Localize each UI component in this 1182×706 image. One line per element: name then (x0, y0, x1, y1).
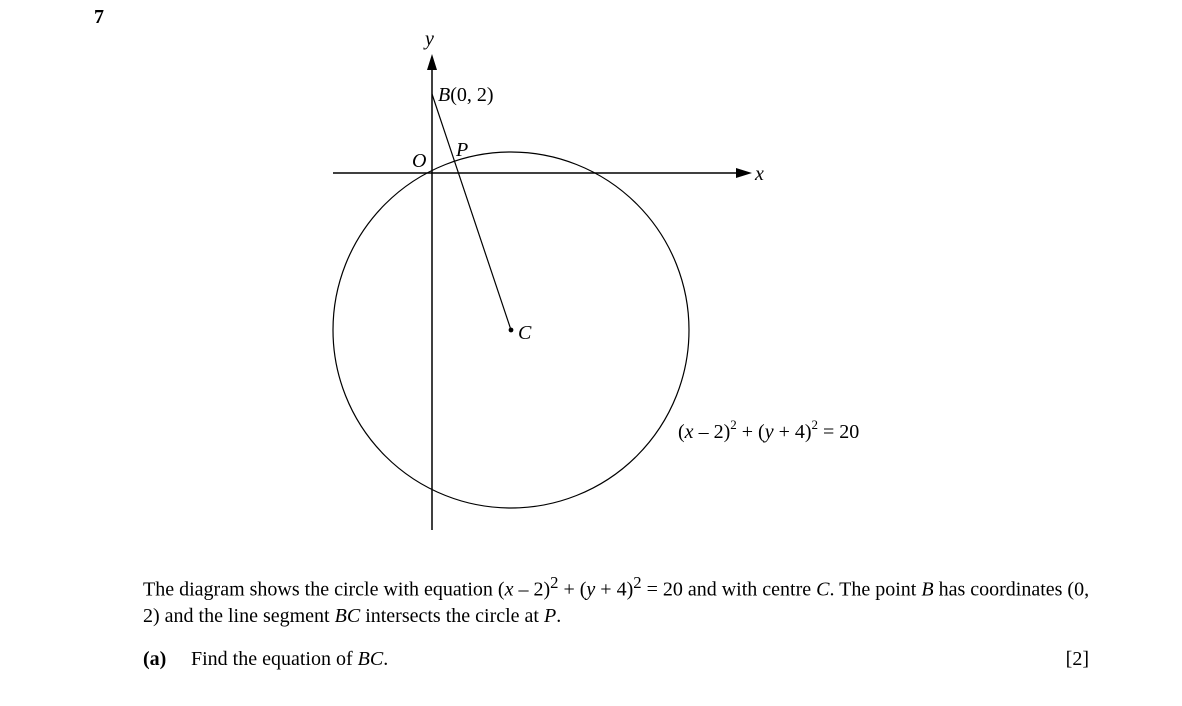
centre-point (509, 328, 514, 333)
origin-label: O (412, 150, 427, 172)
question-number: 7 (94, 6, 104, 28)
point-b-label: B(0, 2) (438, 84, 494, 106)
y-axis-arrow-icon (427, 54, 437, 70)
part-a-marks: [2] (1065, 648, 1089, 670)
segment-bc (432, 94, 511, 330)
point-p-label: P (456, 139, 469, 161)
x-axis-label: x (755, 163, 764, 185)
circle-equation-label: $(x - 2)^2 + (y + 4)^2 = 20$ (678, 417, 860, 443)
point-c-label: C (518, 322, 532, 344)
y-axis-label: y (425, 28, 434, 50)
part-a-text: Find the equation of BC. (191, 648, 389, 670)
x-axis-arrow-icon (736, 168, 752, 178)
part-a (143, 648, 1089, 671)
question-text: The diagram shows the circle with equation $(x - 2)^2 + (y + 4)^2 = 20$ and with centre C. The point B has coordinates (0, 2) and the line segment BC intersects the circle at P. (143, 573, 1090, 627)
part-a-label: (a) (143, 648, 167, 670)
